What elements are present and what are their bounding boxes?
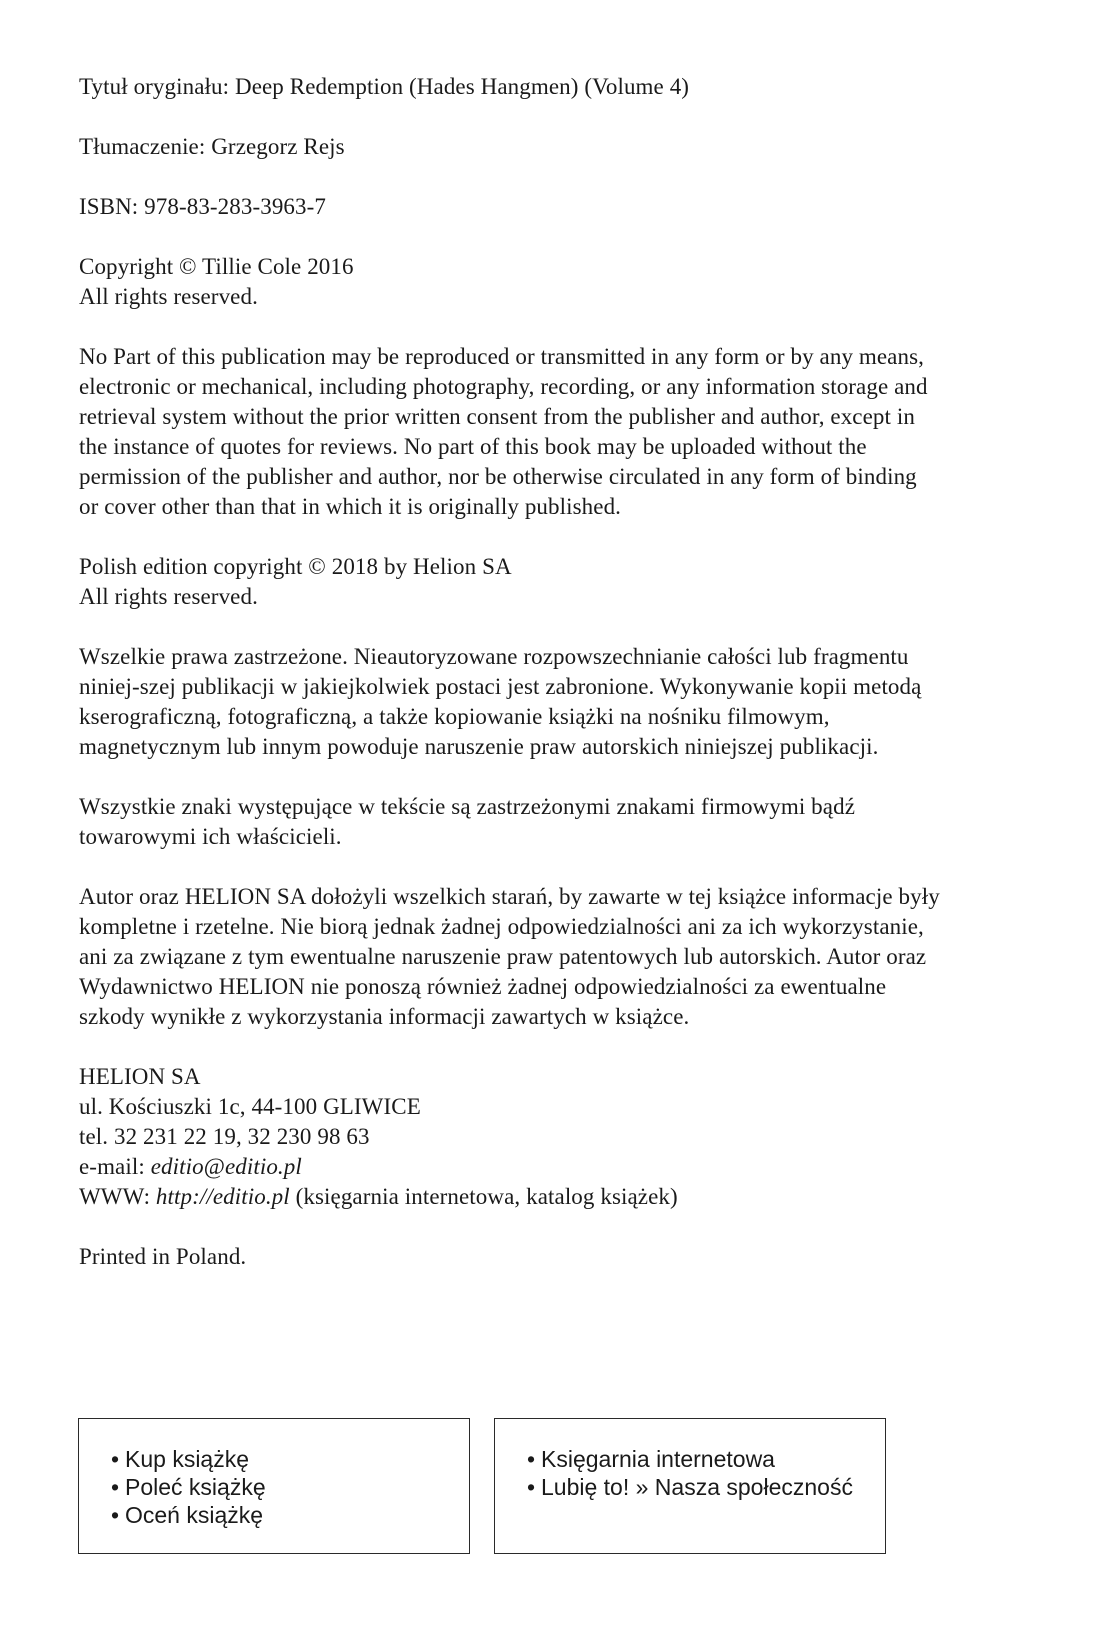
polish-copyright-line: Polish edition copyright © 2018 by Helion SA [79,554,512,579]
polish-notice-line: magnetycznym lub innym powoduje naruszenie praw autorskich niniejszej publikacji. [79,734,879,759]
isbn-value: 978-83-283-3963-7 [144,194,326,219]
bullet-icon: • [527,1446,536,1472]
list-item [111,1473,469,1501]
www-note: (księgarnia internetowa, katalog książek) [295,1184,678,1209]
translation-line [79,132,1039,162]
english-notice-line: permission of the publisher and author, nor be otherwise circulated in any form of binding [79,464,917,489]
polish-notice-line: Wszystkie znaki występujące w tekście są zastrzeżonymi znakami firmowymi bądź [79,794,855,819]
email-label: e-mail: [79,1154,145,1179]
email-link[interactable]: editio@editio.pl [150,1154,302,1179]
list-item [111,1501,469,1529]
original-title-value: Deep Redemption (Hades Hangmen) (Volume 4) [234,74,690,99]
polish-notice-line: szkody wynikłe z wykorzystania informacji zawartych w książce. [79,1004,690,1029]
bullet-icon: • [111,1446,120,1472]
english-notice-line: or cover other than that in which it is originally published. [79,494,622,519]
printed-line [79,1242,1039,1272]
polish-notice-line: Wydawnictwo HELION nie ponoszą również żadnej odpowiedzialności za ewentualne [79,974,887,999]
list-item [111,1445,469,1473]
english-notice-line: No Part of this publication may be reproduced or transmitted in any form or by any means, [79,344,924,369]
publisher-www-line [79,1182,1039,1212]
polish-notice-rights [79,642,1039,762]
bullet-icon: • [527,1474,536,1500]
polish-copyright [79,552,1039,612]
original-copyright [79,252,1039,312]
community-link[interactable]: Lubię to! » Nasza społeczność [541,1474,853,1500]
publisher-address: ul. Kościuszki 1c, 44-100 GLIWICE [79,1094,421,1119]
polish-notice-line: ani za związane z tym ewentualne naruszenie praw patentowych lub autorskich. Autor oraz [79,944,927,969]
polish-notice-trademarks [79,792,1039,852]
recommend-book-link[interactable]: Poleć książkę [125,1474,266,1500]
polish-notice-line: kserograficzną, fotograficzną, a także kopiowanie książki na nośniku filmowym, [79,704,830,729]
www-label: WWW: [79,1184,151,1209]
polish-notice-line: towarowymi ich właścicieli. [79,824,342,849]
isbn-label: ISBN: [79,194,139,219]
website-link[interactable]: http://editio.pl [155,1184,290,1209]
polish-notice-line: kompletne i rzetelne. Nie biorą jednak żadnej odpowiedzialności ani za ich wykorzystanie, [79,914,924,939]
english-notice-line: the instance of quotes for reviews. No part of this book may be uploaded without the [79,434,867,459]
community-list [527,1445,885,1501]
translator-name: Grzegorz Rejs [211,134,345,159]
book-actions-list [111,1445,469,1529]
english-notice [79,342,1039,522]
book-actions-box [78,1418,470,1554]
printed-in: Printed in Poland. [79,1244,247,1269]
publisher-email-line [79,1152,1039,1182]
polish-notice-line: niniej-szej publikacji w jakiejkolwiek postaci jest zabronione. Wykonywanie kopii metodą [79,674,922,699]
community-box [494,1418,886,1554]
list-item [527,1473,885,1501]
publisher-info [79,1062,1039,1212]
english-notice-line: retrieval system without the prior written consent from the publisher and author, except in [79,404,915,429]
polish-rights-line: All rights reserved. [79,584,258,609]
publisher-name: HELION SA [79,1064,201,1089]
bullet-icon: • [111,1502,120,1528]
original-rights-line: All rights reserved. [79,284,258,309]
original-copyright-line: Copyright © Tillie Cole 2016 [79,254,354,279]
online-bookstore-link[interactable]: Księgarnia internetowa [541,1446,775,1472]
polish-notice-line: Wszelkie prawa zastrzeżone. Nieautoryzowane rozpowszechnianie całości lub fragmentu [79,644,909,669]
polish-notice-disclaimer [79,882,1039,1032]
polish-notice-line: Autor oraz HELION SA dołożyli wszelkich starań, by zawarte w tej książce informacje były [79,884,940,909]
copyright-page [79,72,1039,1302]
isbn-line [79,192,1039,222]
publisher-phone: tel. 32 231 22 19, 32 230 98 63 [79,1124,370,1149]
buy-book-link[interactable]: Kup książkę [125,1446,250,1472]
rate-book-link[interactable]: Oceń książkę [125,1502,264,1528]
translation-label: Tłumaczenie: [79,134,206,159]
original-title-label: Tytuł oryginału: [79,74,230,99]
original-title-line [79,72,1039,102]
list-item [527,1445,885,1473]
english-notice-line: electronic or mechanical, including photography, recording, or any information storage and [79,374,928,399]
bullet-icon: • [111,1474,120,1500]
